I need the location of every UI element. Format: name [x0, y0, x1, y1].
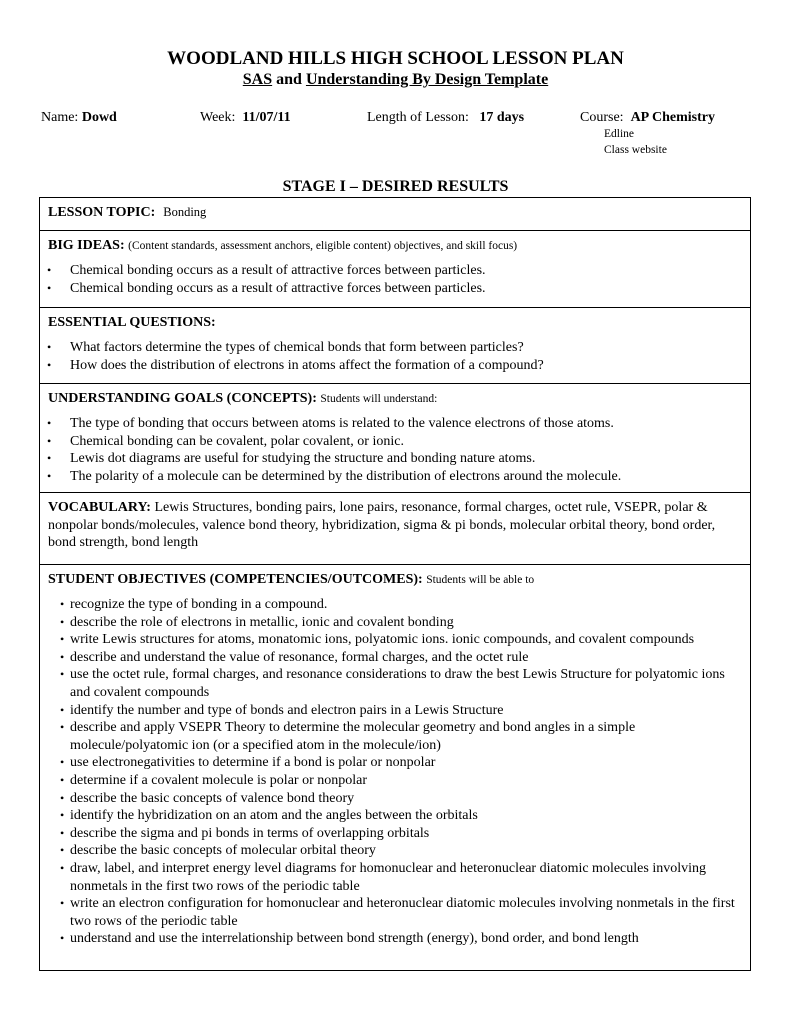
course-class-website: Class website [604, 144, 667, 156]
course-label: Course: [580, 110, 624, 125]
vocabulary-terms: Lewis Structures, bonding pairs, lone pairs, resonance, formal charges, octet rule, VSEPR, polar & nonpolar bonds/molecules, valence bond theory, hybridization, sigma & pi bonds, molecular orbital theory, bond order, bond strength, bond length [48, 500, 716, 550]
list-item: • describe the basic concepts of valence bond theory [40, 790, 750, 808]
list-item: • recognize the type of bonding in a compound. [40, 596, 750, 614]
objectives-heading [48, 571, 534, 589]
length-label: Length of Lesson: [367, 110, 469, 125]
essential-questions-heading: ESSENTIAL QUESTIONS: [48, 315, 216, 330]
list-item: • use the octet rule, formal charges, and resonance considerations to draw the best Lewis Structure for polyatomic ions and covalent compounds [40, 666, 750, 701]
meta-course [580, 109, 715, 126]
list-item: • describe the basic concepts of molecular orbital theory [40, 842, 750, 860]
understanding-goals-label: UNDERSTANDING GOALS (CONCEPTS): [48, 391, 317, 406]
section-big-ideas [40, 231, 750, 308]
section-student-objectives [40, 565, 750, 970]
essential-questions-list [40, 339, 750, 374]
name-value: Dowd [81, 110, 117, 125]
list-item: • describe the sigma and pi bonds in terms of overlapping orbitals [40, 825, 750, 843]
week-label: Week: [200, 110, 236, 125]
name-label: Name: [41, 110, 79, 125]
lesson-topic-label: LESSON TOPIC: [48, 205, 156, 220]
course-value: AP Chemistry [630, 110, 715, 125]
list-item: • describe the role of electrons in metallic, ionic and covalent bonding [40, 614, 750, 632]
understanding-goals-heading [48, 390, 437, 408]
meta-length [367, 109, 524, 126]
vocabulary-text [48, 499, 744, 552]
list-item: • Chemical bonding occurs as a result of attractive forces between particles. [40, 262, 750, 280]
big-ideas-note: (Content standards, assessment anchors, eligible content) objectives, and skill focus) [128, 240, 518, 252]
list-item: • The type of bonding that occurs between atoms is related to the valence electrons of those atoms. [40, 415, 750, 433]
objectives-list [40, 596, 750, 948]
big-ideas-heading [48, 237, 517, 255]
section-essential-questions [40, 308, 750, 384]
list-item: • How does the distribution of electrons in atoms affect the formation of a compound? [40, 357, 750, 375]
big-ideas-list [40, 262, 750, 297]
subtitle-sas: SAS [242, 71, 273, 88]
subtitle-and: and [272, 71, 306, 88]
understanding-goals-list [40, 415, 750, 485]
list-item: • Chemical bonding occurs as a result of attractive forces between particles. [40, 280, 750, 298]
lesson-topic-value: Bonding [163, 205, 207, 219]
list-item: • What factors determine the types of chemical bonds that form between particles? [40, 339, 750, 357]
list-item: • describe and understand the value of resonance, formal charges, and the octet rule [40, 649, 750, 667]
list-item: • Lewis dot diagrams are useful for studying the structure and bonding nature atoms. [40, 450, 750, 468]
course-edline: Edline [604, 128, 635, 140]
list-item: • use electronegativities to determine if a bond is polar or nonpolar [40, 754, 750, 772]
lesson-topic-heading [48, 204, 206, 221]
meta-name [41, 109, 117, 126]
list-item: • write Lewis structures for atoms, monatomic ions, polyatomic ions. ionic compounds, and covalent compounds [40, 631, 750, 649]
list-item: • understand and use the interrelationship between bond strength (energy), bond order, and bond length [40, 930, 750, 948]
subtitle-ubd: Understanding By Design Template [305, 71, 549, 88]
lesson-table [39, 197, 751, 971]
section-vocabulary [40, 493, 750, 565]
list-item: • identify the number and type of bonds and electron pairs in a Lewis Structure [40, 702, 750, 720]
list-item: • identify the hybridization on an atom and the angles between the orbitals [40, 807, 750, 825]
page-subtitle [0, 70, 791, 90]
objectives-label: STUDENT OBJECTIVES (COMPETENCIES/OUTCOMES): [48, 572, 423, 587]
section-lesson-topic [40, 198, 750, 231]
list-item: • Chemical bonding can be covalent, polar covalent, or ionic. [40, 433, 750, 451]
list-item: • determine if a covalent molecule is polar or nonpolar [40, 772, 750, 790]
vocabulary-label: VOCABULARY: [48, 500, 151, 515]
week-value: 11/07/11 [242, 110, 291, 125]
objectives-note: Students will be able to [426, 574, 535, 586]
understanding-goals-note: Students will understand: [320, 393, 438, 405]
big-ideas-label: BIG IDEAS: [48, 238, 125, 253]
list-item: • draw, label, and interpret energy level diagrams for homonuclear and heteronuclear diatomic molecules involving nonmetals in the first two rows of the periodic table [40, 860, 750, 895]
section-understanding-goals [40, 384, 750, 493]
list-item: • The polarity of a molecule can be determined by the distribution of electrons around the molecule. [40, 468, 750, 486]
length-value: 17 days [479, 110, 525, 125]
page-title: WOODLAND HILLS HIGH SCHOOL LESSON PLAN [167, 48, 624, 69]
list-item: • write an electron configuration for homonuclear and heteronuclear diatomic molecules involving nonmetals in the first two rows of the periodic table [40, 895, 750, 930]
list-item: • describe and apply VSEPR Theory to determine the molecular geometry and bond angles in a simple molecule/polyatomic ion (or a specified atom in the molecule/ion) [40, 719, 750, 754]
meta-week [200, 109, 291, 126]
stage-heading: STAGE I – DESIRED RESULTS [282, 178, 509, 195]
